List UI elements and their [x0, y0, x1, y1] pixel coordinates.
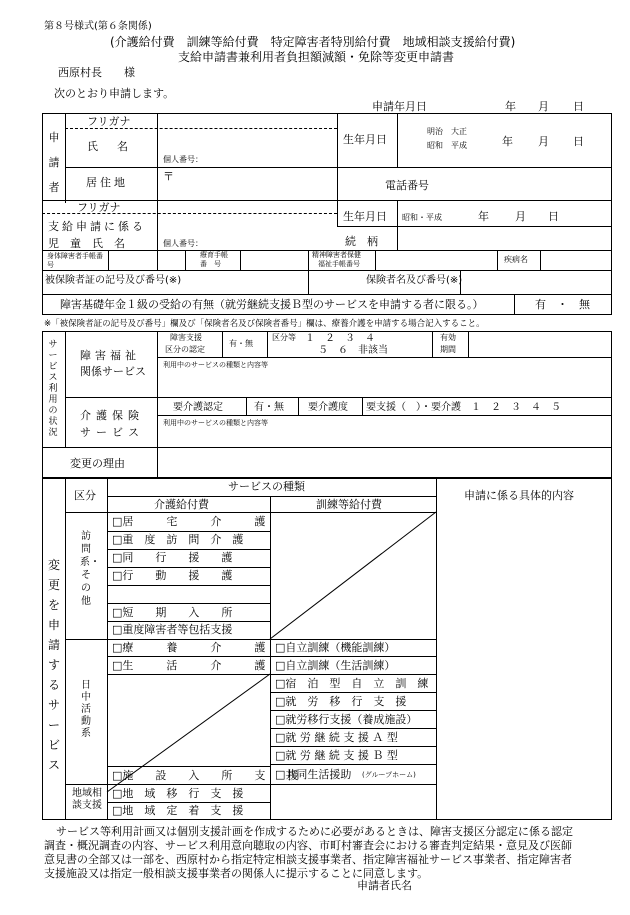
service-region-transition: □地 域 移 行 支 援	[112, 787, 244, 800]
child-furigana-label: フリガナ	[77, 201, 121, 214]
care-cert-label: 要介護認定	[173, 402, 223, 413]
service-training-life: □自立訓練（生活訓練）	[275, 659, 396, 672]
valid-period-label-2: 期間	[440, 345, 456, 354]
signature-label: 申請者氏名	[357, 879, 412, 892]
rehab-handbook-label-2: 番 号	[200, 260, 221, 268]
service-employment-transition-school: □就労移行支援（養成施設）	[275, 713, 418, 726]
class-label: 区分等	[272, 333, 296, 342]
support-yes-no: 有・無	[229, 339, 253, 348]
service-group-home-note: (グループホーム)	[362, 771, 416, 779]
service-employment-a: □就 労 継 続 支 援 Ａ 型	[275, 731, 398, 744]
visit-group-label: 訪問系・その他	[80, 531, 100, 607]
care-cert-yes-no: 有・無	[254, 402, 284, 413]
service-behavior: □行 動 援 護	[112, 569, 233, 582]
insured-number-label: 被保険者証の記号及び番号(※)	[45, 275, 182, 286]
child-birth-month: 月	[515, 210, 526, 223]
child-label-2: 児 童 氏 名	[48, 237, 125, 250]
service-short-stay: □短 期 入 所	[112, 606, 233, 619]
service-employment-b: □就 労 継 続 支 援 Ｂ 型	[275, 749, 398, 762]
disease-label: 疾病名	[504, 255, 528, 264]
child-relation-label: 続 柄	[345, 235, 378, 248]
applicant-birth-day: 日	[573, 135, 584, 148]
applicant-birthdate-label: 生年月日	[343, 133, 387, 146]
training-benefit-header: 訓練等給付費	[316, 498, 382, 511]
consent-line-2: 調査・概況調査の内容、サービス利用意向聴取の内容、市町村審査会における審査判定結果・意見及び医師	[44, 839, 572, 852]
visit-training-diagonal	[270, 512, 436, 639]
service-facility: □施 設 入 所 支 援	[112, 769, 299, 782]
applicant-personal-number-label: 個人番号：	[163, 155, 203, 164]
care-level-label: 要介護度	[308, 402, 348, 413]
child-era: 昭和・平成	[402, 213, 442, 222]
change-section-label: 変更を申請するサービス	[48, 558, 61, 772]
form-number: 第８号様式(第６条関係)	[44, 21, 152, 32]
class-options-row-1: １ ２ ３ ４	[305, 333, 375, 344]
region-group-label: 地域相談支援	[72, 788, 102, 811]
pension-question: 障害基礎年金１級の受給の有無（就労継続支援Ｂ型のサービスを申請する者に限る。）	[60, 298, 484, 311]
service-home-care: □居 宅 介 護	[112, 515, 266, 528]
service-comprehensive: □重度障害者等包括支援	[112, 623, 233, 636]
child-birth-day: 日	[548, 210, 559, 223]
applicant-era-2: 昭和 平成	[427, 141, 467, 150]
child-birthdate-label: 生年月日	[343, 210, 387, 223]
insurer-label: 保険者名及び番号(※)	[366, 275, 463, 286]
detail-header: 申請に係る具体的内容	[464, 489, 574, 502]
child-label-1: 支給申請に係る	[48, 220, 146, 233]
addressee: 西原村長 様	[58, 66, 135, 79]
valid-period-label-1: 有効	[440, 333, 456, 342]
support-category-label-1: 障害支援	[170, 333, 202, 342]
service-region-settle: □地 域 定 着 支 援	[112, 804, 244, 817]
service-life-care: □生 活 介 護	[112, 659, 266, 672]
service-training-overnight: □宿 泊 型 自 立 訓 練	[275, 677, 429, 690]
intro-text: 次のとおり申請します。	[54, 87, 175, 100]
change-reason-label: 変更の理由	[70, 457, 125, 470]
care-benefit-header: 介護給付費	[154, 498, 209, 511]
mental-handbook-label-1: 精神障害者保健	[312, 251, 361, 259]
pension-answer: 有 ・ 無	[535, 298, 590, 311]
applicant-era-1: 明治 大正	[427, 127, 467, 136]
date-label: 申請年月日	[372, 100, 427, 113]
applicant-address-label: 居住地	[86, 176, 128, 189]
date-month: 月	[538, 100, 549, 113]
service-accompany: □同 行 援 護	[112, 551, 233, 564]
service-severe-visit: □重 度 訪 問 介 護	[112, 533, 244, 546]
consent-line-3: 意見書の全部又は一部を、西原村から指定特定相談支援事業者、指定障害福祉サービス事業者、指定障害者	[44, 853, 572, 866]
child-personal-number-label: 個人番号：	[163, 239, 203, 248]
service-medical-care: □療 養 介 護	[112, 641, 266, 654]
service-training-function: □自立訓練（機能訓練）	[275, 641, 396, 654]
phone-label: 電話番号	[385, 179, 429, 192]
care-insurance-label-1: 介護保険	[80, 409, 144, 422]
service-type-header: サービスの種類	[228, 480, 305, 493]
date-year: 年	[505, 100, 516, 113]
service-group-home: □共同生活援助	[275, 768, 352, 781]
date-day: 日	[573, 100, 584, 113]
care-insurance-label-2: サービス	[80, 426, 144, 439]
insurance-note: ※「被保険者証の記号及び番号」欄及び「保険者名及び保険者番号」欄は、療養介護を申請する場合記入すること。	[44, 319, 485, 329]
consent-line-1: サービス等利用計画又は個別支援計画を作成するために必要があるときは、障害支援区分認定に係る認定	[56, 825, 573, 838]
consent-line-4: 支援施設又は指定一般相談支援事業者の関係人に提示することに同意します。	[44, 867, 429, 880]
welfare-in-use-label: 利用中のサービスの種類と内容等	[163, 361, 268, 369]
title-line-2: 支給申請書兼利用者負担額減額・免除等変更申請書	[178, 50, 455, 64]
care-support-options: 要支援（ ）・要介護 １ ２ ３ ４ ５	[366, 402, 561, 413]
support-category-label-2: 区分の認定	[165, 345, 205, 354]
mental-handbook-label-2: 福祉手帳番号	[318, 260, 360, 268]
applicant-section-label: 申請者	[48, 131, 60, 194]
applicant-name-label: 氏 名	[87, 140, 132, 153]
child-birth-year: 年	[478, 210, 489, 223]
class-options-row-2: ５ ６ 非該当	[318, 345, 388, 356]
insurance-in-use-label: 利用中のサービスの種類と内容等	[163, 419, 268, 427]
welfare-service-label-1: 障害福祉	[80, 349, 140, 362]
service-employment-transition: □就 労 移 行 支 援	[275, 695, 407, 708]
physical-handbook-label: 身体障害者手帳番号	[47, 252, 103, 269]
title-line-1: (介護給付費 訓練等給付費 特定障害者特別給付費 地域相談支援給付費)	[110, 35, 516, 49]
applicant-birth-year: 年	[502, 135, 513, 148]
rehab-handbook-label-1: 療育手帳	[200, 251, 228, 259]
postal-mark: 〒	[163, 170, 174, 183]
welfare-service-label-2: 関係サービス	[80, 365, 146, 378]
applicant-birth-month: 月	[538, 135, 549, 148]
category-header: 区分	[74, 489, 96, 502]
applicant-furigana-label: フリガナ	[87, 115, 131, 128]
day-group-label: 日中活動系	[81, 680, 91, 739]
usage-section-label: サービス利用の状況	[48, 340, 58, 438]
